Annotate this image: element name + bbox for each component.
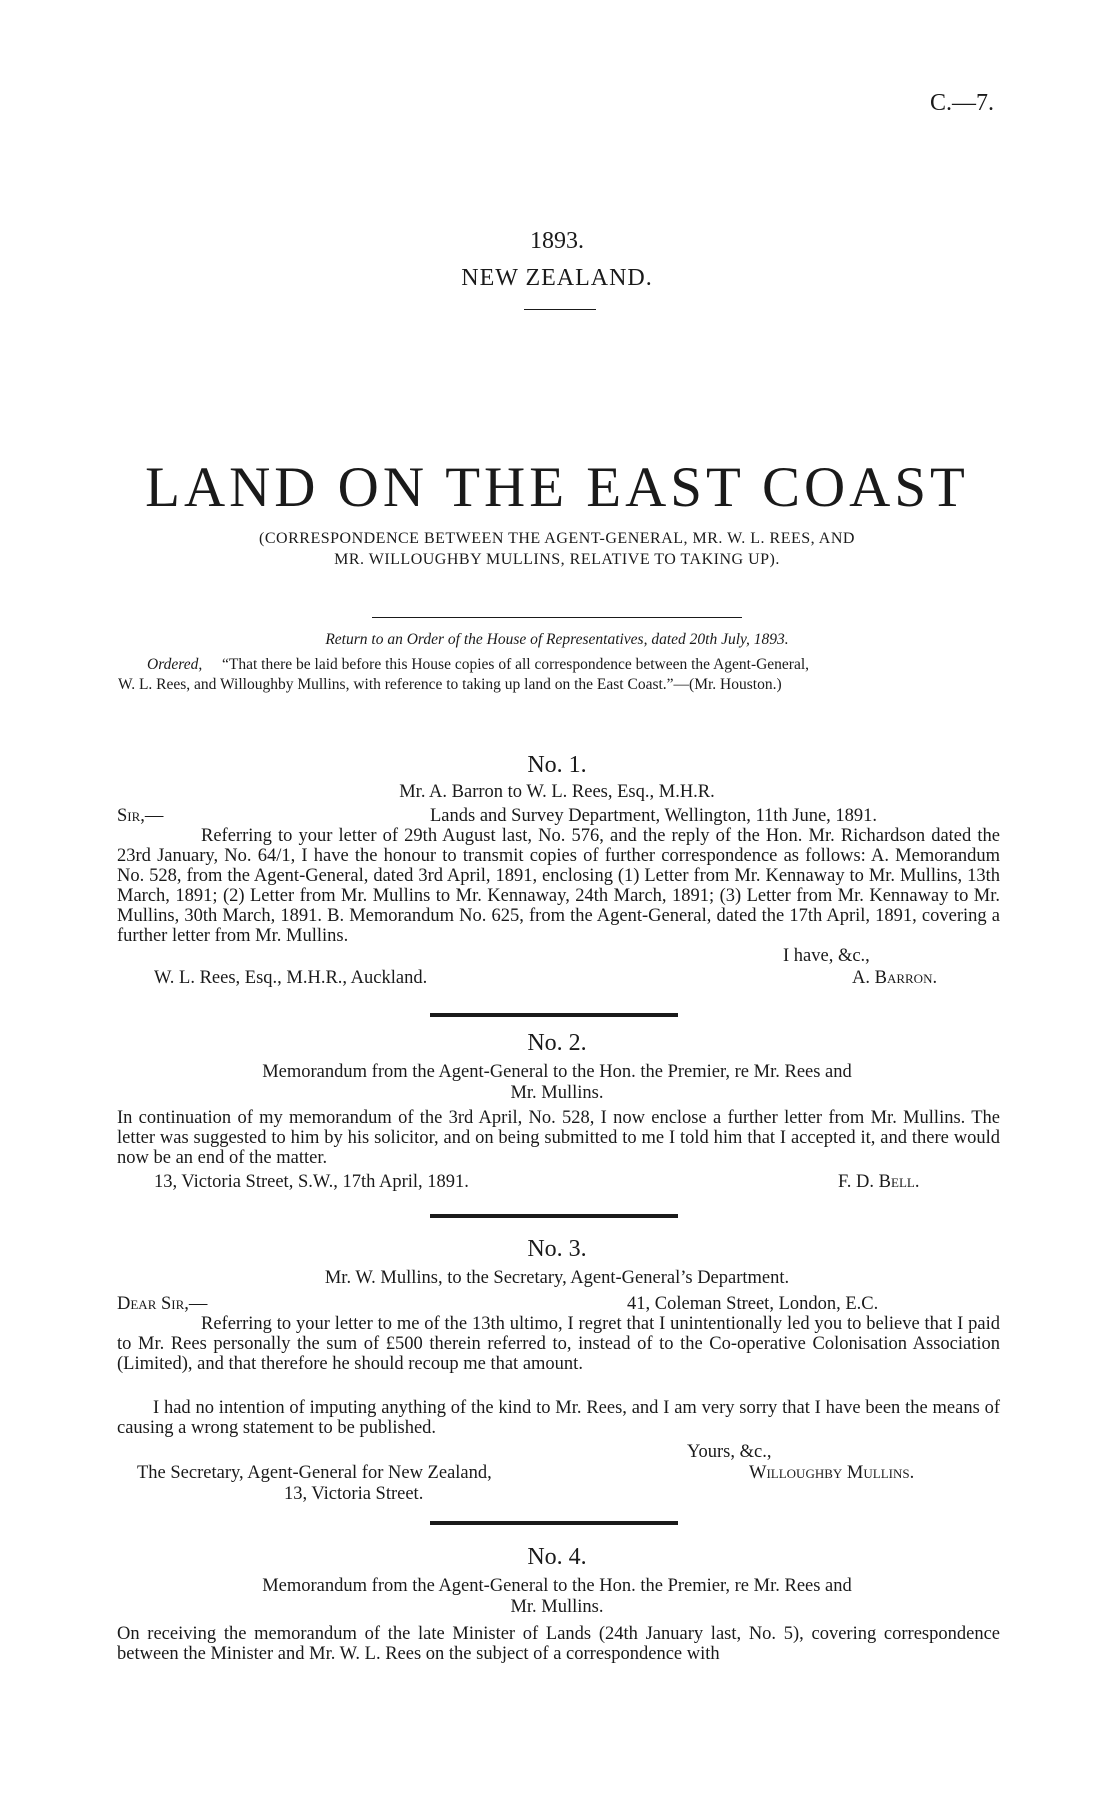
- letter-2-number: No. 2.: [527, 1030, 587, 1056]
- letter-2-heading-text: Memorandum from the Agent-General to the Hon. the Premier, re Mr. Rees and: [262, 1062, 852, 1082]
- subtitle-line-1: (CORRESPONDENCE BETWEEN THE AGENT-GENERAL, MR. W. L. REES, AND: [259, 530, 855, 547]
- letter-3-number: No. 3.: [527, 1236, 587, 1262]
- section-divider-1: [430, 1013, 678, 1017]
- section-divider-3: [430, 1521, 678, 1525]
- letter-1-address: Lands and Survey Department, Wellington, 11th June, 1891.: [430, 806, 878, 826]
- order-divider: [372, 617, 742, 618]
- return-order: Return to an Order of the House of Representatives, dated 20th July, 1893.: [325, 631, 789, 648]
- letter-2-place-date: 13, Victoria Street, S.W., 17th April, 1891.: [154, 1172, 469, 1192]
- letter-2-signature: F. D. Bell.: [838, 1172, 920, 1192]
- letter-2-heading-1: [0, 1062, 1114, 1083]
- subtitle-line-2: MR. WILLOUGHBY MULLINS, RELATIVE TO TAKING UP).: [334, 551, 780, 568]
- document-title: LAND ON THE EAST COAST: [145, 456, 969, 519]
- letter-3-signature: Willoughby Mullins.: [749, 1463, 915, 1483]
- letter-3-salutation: Dear Sir,—: [117, 1294, 208, 1314]
- letter-1-heading: Mr. A. Barron to W. L. Rees, Esq., M.H.R.: [399, 782, 715, 802]
- letter-3-closing: Yours, &c.,: [687, 1442, 772, 1462]
- letter-1-body: Referring to your letter of 29th August last, No. 576, and the reply of the Hon. Mr. Richardson dated the 23rd January, No. 64/1, I have the honour to transmit copies of further correspondence as follows: A. Memorandum No. 528, from the Agent-General, dated 3rd April, 1891, enclosing (1) Letter from Mr. Kennaway to Mr. Mullins, 13th March, 1891; (2) Letter from Mr. Mullins to Mr. Kennaway, 24th March, 1891; (3) Letter from Mr. Kennaway to Mr. Mullins, 30th March, 1891. B. Memorandum No. 625, from the Agent-General, dated the 17th April, 1891, covering a further letter from Mr. Mullins.: [117, 826, 1000, 946]
- letter-4-body: On receiving the memorandum of the late Minister of Lands (24th January last, No. 5), covering correspondence between the Minister and Mr. W. L. Rees on the subject of a correspondence with: [117, 1624, 1000, 1664]
- letter-1-signature: A. Barron.: [852, 968, 938, 988]
- ordered-text-1: “That there be laid before this House copies of all correspondence between the Agent-General,: [222, 656, 810, 673]
- letter-3-body-1: Referring to your letter to me of the 13th ultimo, I regret that I unintentionally led you to believe that I paid to Mr. Rees personally the sum of £500 therein referred to, instead of to the Co-operative Colonisation Association (Limited), and that therefore he should recoup me that amount.: [117, 1314, 1000, 1374]
- letter-2-body: In continuation of my memorandum of the 3rd April, No. 528, I now enclose a further letter from Mr. Mullins. The letter was suggested to him by his solicitor, and on being submitted to me I told him that I accepted it, and there would now be an end of the matter.: [117, 1108, 1000, 1168]
- letter-1-closing: I have, &c.,: [783, 946, 870, 966]
- ordered-label: Ordered,: [147, 656, 203, 673]
- title-divider-short: [524, 309, 596, 310]
- letter-2-heading-2: Mr. Mullins.: [510, 1083, 604, 1103]
- letter-3-addressee-1: The Secretary, Agent-General for New Zealand,: [137, 1463, 492, 1483]
- page-reference: C.—7.: [930, 90, 995, 116]
- ordered-text-2: W. L. Rees, and Willoughby Mullins, with reference to taking up land on the East Coast.”—(Mr. Houston.): [118, 676, 782, 693]
- letter-3-address: 41, Coleman Street, London, E.C.: [627, 1294, 879, 1314]
- letter-3-heading: Mr. W. Mullins, to the Secretary, Agent-General’s Department.: [324, 1268, 790, 1288]
- letter-1-number: No. 1.: [527, 752, 587, 778]
- year: 1893.: [530, 228, 584, 254]
- letter-3-addressee-2: 13, Victoria Street.: [284, 1484, 424, 1504]
- letter-3-body-2: I had no intention of imputing anything of the kind to Mr. Rees, and I am very sorry that I have been the means of causing a wrong statement to be published.: [117, 1398, 1000, 1438]
- letter-1-addressee: W. L. Rees, Esq., M.H.R., Auckland.: [154, 968, 428, 988]
- section-divider-2: [430, 1214, 678, 1218]
- letter-1-salutation: Sir,—: [117, 806, 164, 826]
- country: NEW ZEALAND.: [461, 265, 653, 291]
- letter-4-number: No. 4.: [527, 1544, 587, 1570]
- letter-4-heading-1: Memorandum from the Agent-General to the Hon. the Premier, re Mr. Rees and: [262, 1576, 852, 1596]
- letter-4-heading-2: Mr. Mullins.: [510, 1597, 604, 1617]
